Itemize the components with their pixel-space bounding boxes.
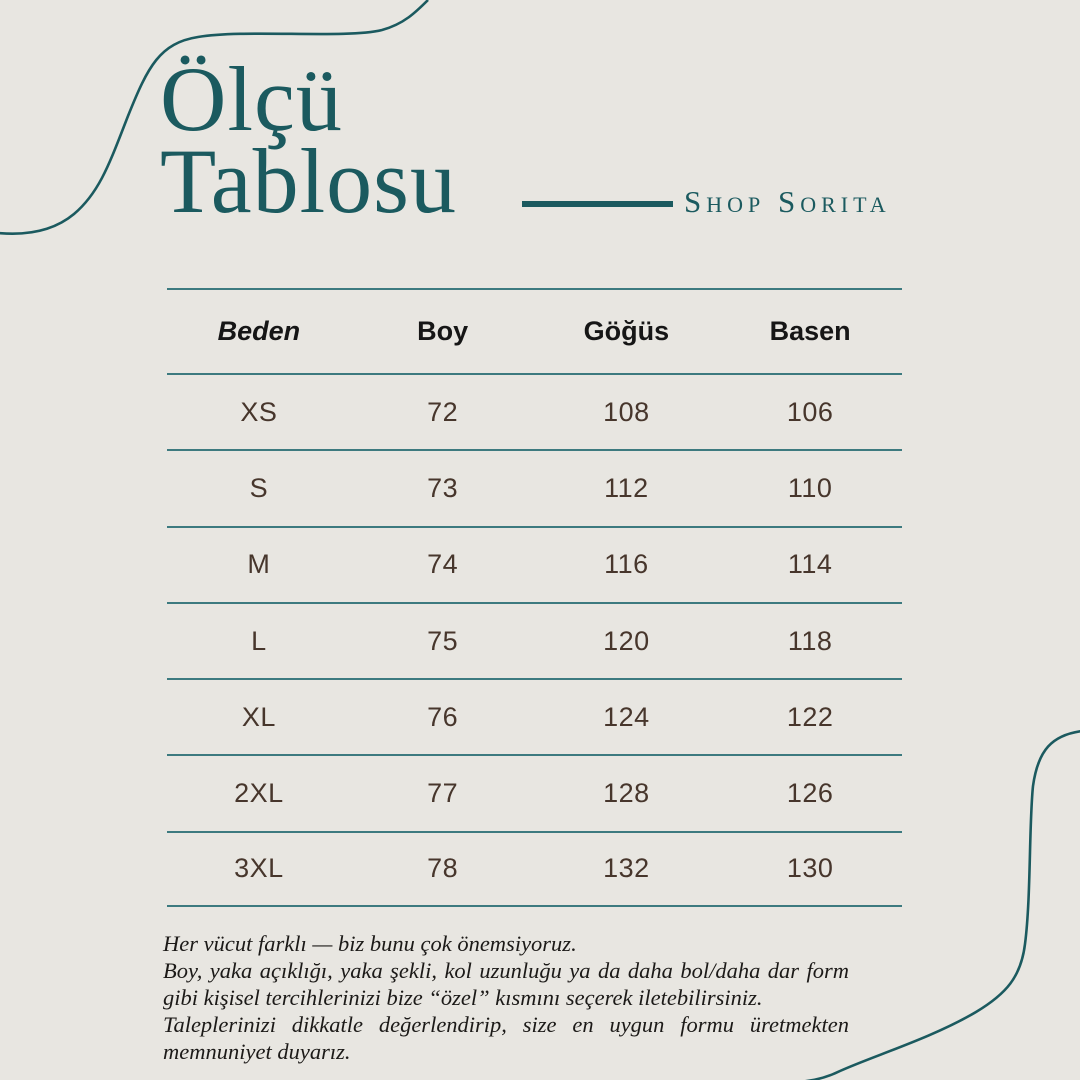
basen-value: 130 [786, 853, 834, 884]
size-label: 3XL [234, 853, 284, 884]
boy-value: 73 [427, 472, 459, 503]
table-row [167, 602, 902, 678]
boy-value: 78 [427, 853, 459, 884]
boy-value: 77 [427, 778, 459, 809]
column-header-boy: Boy [417, 316, 469, 346]
gogus-value: 108 [603, 396, 650, 427]
basen-value: 126 [786, 778, 834, 809]
footer-paragraph-3: Taleplerinizi dikkatle değerlendirip, size en uygun formu üretmekten memnuniyet duyarız. [163, 1012, 849, 1064]
column-header-gogus: Göğüs [583, 316, 670, 346]
brand-divider-line [522, 201, 673, 207]
table-header-row [167, 288, 902, 373]
size-label: 2XL [234, 778, 284, 809]
basen-value: 110 [787, 472, 833, 503]
table-row [167, 754, 902, 830]
boy-value: 72 [427, 396, 459, 427]
boy-value: 75 [427, 625, 459, 656]
page-title-line1: Ölçü [160, 48, 343, 150]
table-row [167, 373, 902, 449]
footer-line1: Her vücut farklı — biz bunu çok önemsiyoruz. [163, 931, 577, 956]
gogus-value: 132 [603, 853, 650, 884]
basen-value: 106 [786, 396, 834, 427]
basen-value: 118 [787, 625, 833, 656]
table-row [167, 678, 902, 754]
page-title [160, 48, 457, 232]
column-header-beden: Beden [217, 316, 301, 346]
boy-value: 74 [427, 549, 459, 580]
gogus-value: 128 [603, 778, 650, 809]
size-table [167, 288, 902, 907]
table-row [167, 526, 902, 602]
column-header-basen: Basen [769, 316, 851, 346]
size-label: M [247, 549, 271, 580]
gogus-value: 120 [603, 625, 650, 656]
brand-name: Shop Sorita [684, 184, 891, 219]
page-title-line2: Tablosu [160, 130, 457, 232]
size-label: XL [241, 701, 276, 732]
basen-value: 122 [786, 701, 834, 732]
gogus-value: 112 [604, 472, 649, 503]
footer-note [163, 930, 849, 1065]
gogus-value: 116 [604, 549, 649, 580]
basen-value: 114 [787, 549, 833, 580]
size-label: L [251, 625, 267, 656]
table-row [167, 831, 902, 907]
table-row [167, 449, 902, 525]
footer-paragraph-2: Boy, yaka açıklığı, yaka şekli, kol uzunluğu ya da daha bol/daha dar form gibi kişisel tercihlerinizi bize “özel” kısmını seçerek iletebilirsiniz. [163, 958, 849, 1010]
size-label: XS [240, 396, 278, 427]
boy-value: 76 [427, 701, 459, 732]
gogus-value: 124 [603, 701, 650, 732]
size-label: S [249, 472, 269, 503]
